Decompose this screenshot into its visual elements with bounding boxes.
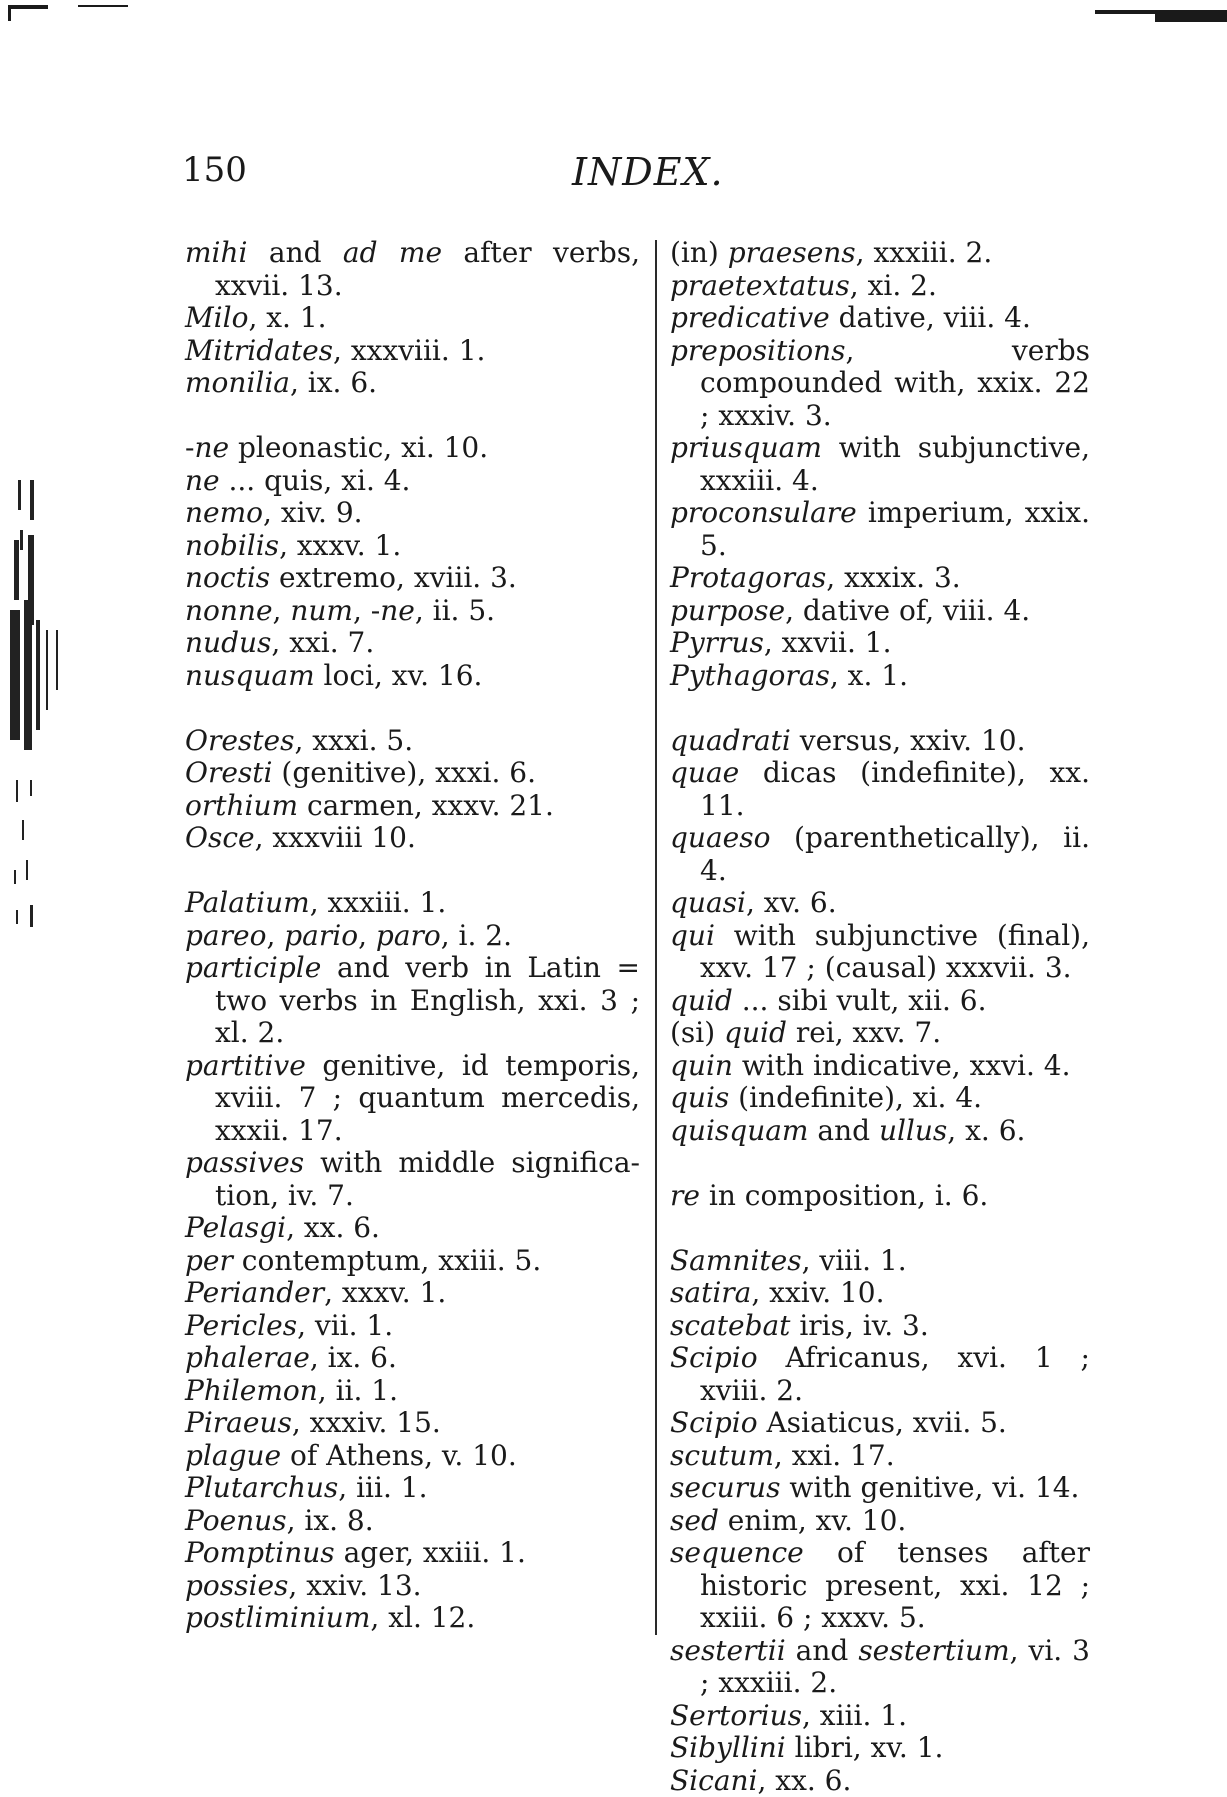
index-entry: (in) praesens, xxxiii. 2. <box>670 237 1090 270</box>
index-entry: Philemon, ii. 1. <box>185 1375 640 1408</box>
index-entry: orthium carmen, xxxv. 21. <box>185 790 640 823</box>
index-entry: Mitridates, xxxviii. 1. <box>185 335 640 368</box>
index-entry: partitive genitive, id temporis, xviii. 7 ; quantum mercedis, xxxii. 17. <box>185 1050 640 1148</box>
column-divider <box>655 240 657 1635</box>
index-entry: -ne pleonastic, xi. 10. <box>185 432 640 465</box>
index-entry: postliminium, xl. 12. <box>185 1602 640 1635</box>
index-entry: Pelasgi, xx. 6. <box>185 1212 640 1245</box>
index-entry: nusquam loci, xv. 16. <box>185 660 640 693</box>
index-entry: Poenus, ix. 8. <box>185 1505 640 1538</box>
index-entry: Periander, xxxv. 1. <box>185 1277 640 1310</box>
index-entry: Piraeus, xxxiv. 15. <box>185 1407 640 1440</box>
index-entry: sequence of tenses after historic present, xxi. 12 ; xxiii. 6 ; xxxv. 5. <box>670 1537 1090 1635</box>
index-entry: Milo, x. 1. <box>185 302 640 335</box>
index-entry: nudus, xxi. 7. <box>185 627 640 660</box>
index-entry: quid ... sibi vult, xii. 6. <box>670 985 1090 1018</box>
scan-edge-mark <box>1095 10 1227 24</box>
entry-spacer <box>670 1212 1090 1245</box>
index-entry: scatebat iris, iv. 3. <box>670 1310 1090 1343</box>
binding-shadow <box>0 480 70 1020</box>
index-entry: participle and verb in Latin = two verbs in English, xxi. 3 ; xl. 2. <box>185 952 640 1050</box>
index-entry: nonne, num, -ne, ii. 5. <box>185 595 640 628</box>
index-entry: Samnites, viii. 1. <box>670 1245 1090 1278</box>
page-number: 150 <box>182 150 247 190</box>
index-entry: re in composition, i. 6. <box>670 1180 1090 1213</box>
index-entry: pareo, pario, paro, i. 2. <box>185 920 640 953</box>
index-entry: praetextatus, xi. 2. <box>670 270 1090 303</box>
page-header <box>182 150 1062 200</box>
index-entry: nobilis, xxxv. 1. <box>185 530 640 563</box>
index-entry: Orestes, xxxi. 5. <box>185 725 640 758</box>
index-entry: predicative dative, viii. 4. <box>670 302 1090 335</box>
index-entry: Sicani, xx. 6. <box>670 1765 1090 1797</box>
index-entry: Scipio Africanus, xvi. 1 ; xviii. 2. <box>670 1342 1090 1407</box>
index-entry: prepositions, verbs compounded with, xxix. 22 ; xxxiv. 3. <box>670 335 1090 433</box>
index-entry: quadrati versus, xxiv. 10. <box>670 725 1090 758</box>
index-entry: noctis extremo, xviii. 3. <box>185 562 640 595</box>
index-entry: satira, xxiv. 10. <box>670 1277 1090 1310</box>
index-entry: securus with genitive, vi. 14. <box>670 1472 1090 1505</box>
index-entry: qui with subjunctive (final), xxv. 17 ; (causal) xxxvii. 3. <box>670 920 1090 985</box>
index-entry: possies, xxiv. 13. <box>185 1570 640 1603</box>
index-entry: quae dicas (indefinite), xx. 11. <box>670 757 1090 822</box>
index-entry: plague of Athens, v. 10. <box>185 1440 640 1473</box>
index-column-left <box>185 237 640 1635</box>
index-entry: Protagoras, xxxix. 3. <box>670 562 1090 595</box>
index-entry: quis (indefinite), xi. 4. <box>670 1082 1090 1115</box>
index-entry: Pericles, vii. 1. <box>185 1310 640 1343</box>
index-entry: Osce, xxxviii 10. <box>185 822 640 855</box>
index-entry: Palatium, xxxiii. 1. <box>185 887 640 920</box>
index-entry: Scipio Asiaticus, xvii. 5. <box>670 1407 1090 1440</box>
index-entry: sestertii and sestertium, vi. 3 ; xxxiii. 2. <box>670 1635 1090 1700</box>
index-entry: sed enim, xv. 10. <box>670 1505 1090 1538</box>
index-entry: Oresti (genitive), xxxi. 6. <box>185 757 640 790</box>
index-entry: quaeso (parenthetically), ii. 4. <box>670 822 1090 887</box>
index-entry: ne ... quis, xi. 4. <box>185 465 640 498</box>
index-entry: Pyrrus, xxvii. 1. <box>670 627 1090 660</box>
index-entry: per contemptum, xxiii. 5. <box>185 1245 640 1278</box>
index-entry: quin with indicative, xxvi. 4. <box>670 1050 1090 1083</box>
scan-edge-mark <box>8 5 128 23</box>
index-entry: quasi, xv. 6. <box>670 887 1090 920</box>
index-entry: scutum, xxi. 17. <box>670 1440 1090 1473</box>
index-entry: proconsulare imperium, xxix. 5. <box>670 497 1090 562</box>
index-entry: quisquam and ullus, x. 6. <box>670 1115 1090 1148</box>
entry-spacer <box>185 400 640 433</box>
index-entry: nemo, xiv. 9. <box>185 497 640 530</box>
index-entry: Sertorius, xiii. 1. <box>670 1700 1090 1733</box>
entry-spacer <box>670 692 1090 725</box>
index-entry: Sibyllini libri, xv. 1. <box>670 1732 1090 1765</box>
entry-spacer <box>185 855 640 888</box>
index-column-right <box>670 237 1090 1797</box>
index-entry: Pomptinus ager, xxiii. 1. <box>185 1537 640 1570</box>
index-entry: monilia, ix. 6. <box>185 367 640 400</box>
index-entry: priusquam with subjunctive, xxxiii. 4. <box>670 432 1090 497</box>
index-entry: Pythagoras, x. 1. <box>670 660 1090 693</box>
index-entry: (si) quid rei, xxv. 7. <box>670 1017 1090 1050</box>
index-entry: purpose, dative of, viii. 4. <box>670 595 1090 628</box>
index-entry: Plutarchus, iii. 1. <box>185 1472 640 1505</box>
index-entry: passives with middle significa-tion, iv. 7. <box>185 1147 640 1212</box>
index-entry: mihi and ad me after verbs, xxvii. 13. <box>185 237 640 302</box>
entry-spacer <box>670 1147 1090 1180</box>
entry-spacer <box>185 692 640 725</box>
running-title: INDEX. <box>572 150 724 194</box>
index-entry: phalerae, ix. 6. <box>185 1342 640 1375</box>
